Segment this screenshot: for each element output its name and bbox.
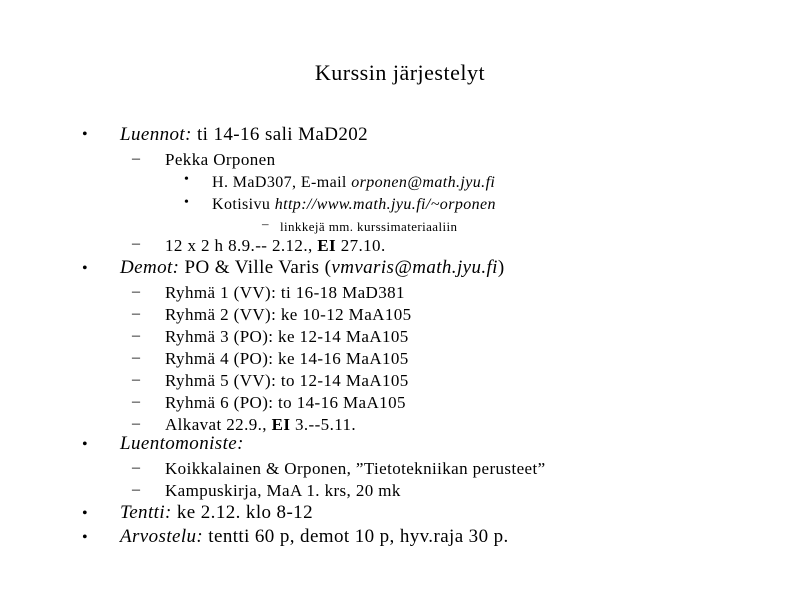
demot-item (120, 257, 505, 279)
material-item: Koikkalainen & Orponen, ”Tietotekniikan perusteet” (165, 459, 546, 478)
homepage-prefix: Kotisivu (212, 196, 275, 213)
luennot-text: ti 14-16 sali MaD202 (191, 124, 369, 145)
start-prefix: Alkavat 22.9., (165, 415, 272, 434)
luennot-item (120, 124, 368, 146)
dash-marker: – (132, 349, 140, 366)
demot-email: vmvaris@math.jyu.fi (331, 257, 498, 278)
schedule-suffix: 27.10. (336, 236, 386, 255)
slide-title: Kurssin järjestelyt (314, 60, 486, 85)
luentomoniste-item (120, 433, 244, 455)
bullet-marker: • (82, 126, 88, 143)
dash-marker: – (262, 216, 269, 231)
start-bold: EI (271, 415, 291, 434)
lecturer-name: Pekka Orponen (165, 150, 276, 169)
dash-marker: – (132, 235, 140, 252)
lecturer-email: orponen@math.jyu.fi (351, 174, 496, 191)
dash-marker: – (132, 371, 140, 388)
demo-group: Ryhmä 5 (VV): to 12-14 MaA105 (165, 371, 409, 390)
demo-group: Ryhmä 4 (PO): ke 14-16 MaA105 (165, 349, 409, 368)
dash-marker: – (132, 305, 140, 322)
demo-group: Ryhmä 2 (VV): ke 10-12 MaA105 (165, 305, 412, 324)
tentti-text: ke 2.12. klo 8-12 (171, 502, 313, 523)
bullet-marker: • (82, 436, 88, 453)
material-item: Kampuskirja, MaA 1. krs, 20 mk (165, 481, 401, 500)
homepage-url: http://www.math.jyu.fi/~orponen (274, 196, 496, 213)
dash-marker: – (132, 283, 140, 300)
arvostelu-text: tentti 60 p, demot 10 p, hyv.raja 30 p. (203, 526, 509, 547)
schedule-prefix: 12 x 2 h 8.9.-- 2.12., (165, 236, 318, 255)
lecturer-homepage (212, 194, 496, 216)
homepage-note: linkkejä mm. kurssimateriaaliin (280, 219, 458, 234)
demot-label: Demot: (120, 257, 180, 278)
demo-group: Ryhmä 6 (PO): to 14-16 MaA105 (165, 393, 406, 412)
dash-marker: – (132, 459, 140, 476)
demo-group: Ryhmä 3 (PO): ke 12-14 MaA105 (165, 327, 409, 346)
dash-marker: – (132, 415, 140, 432)
arvostelu-item (120, 526, 509, 548)
lecturer-office (212, 172, 495, 194)
bullet-marker: • (82, 505, 88, 522)
arvostelu-label: Arvostelu: (120, 526, 204, 547)
luennot-label: Luennot: (120, 124, 192, 145)
bullet-marker: • (184, 195, 189, 210)
dash-marker: – (132, 481, 140, 498)
luentomoniste-label: Luentomoniste: (120, 433, 244, 454)
dash-marker: – (132, 393, 140, 410)
bullet-marker: • (82, 260, 88, 277)
dash-marker: – (132, 150, 140, 167)
schedule-bold: EI (317, 236, 337, 255)
tentti-item (120, 502, 313, 524)
bullet-marker: • (82, 529, 88, 546)
tentti-label: Tentti: (120, 502, 172, 523)
office-prefix: H. MaD307, E-mail (212, 174, 352, 191)
lecture-schedule (165, 235, 386, 257)
demot-text-suffix: ) (497, 257, 505, 278)
demo-group: Ryhmä 1 (VV): ti 16-18 MaD381 (165, 283, 405, 302)
bullet-marker: • (184, 172, 189, 187)
start-suffix: 3.--5.11. (290, 415, 357, 434)
dash-marker: – (132, 327, 140, 344)
demot-text-prefix: PO & Ville Varis ( (179, 257, 332, 278)
